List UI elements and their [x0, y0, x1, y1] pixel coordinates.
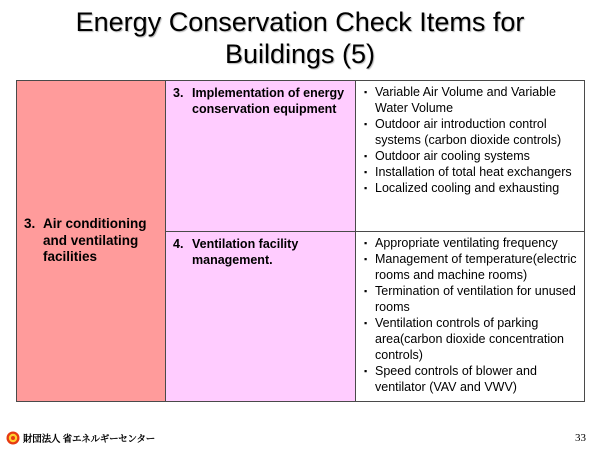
bullet-icon: ▪ — [364, 151, 368, 161]
list-item-text: Ventilation controls of parking area(carbon dioxide concentration controls) — [375, 316, 565, 362]
bullet-icon: ▪ — [364, 167, 368, 177]
list-item — [364, 251, 578, 283]
list-item-text: Speed controls of blower and ventilator (VAV and VWV) — [375, 364, 537, 394]
list-item — [364, 363, 578, 395]
list-item — [364, 283, 578, 315]
check-items-table — [16, 80, 585, 402]
subcategory-heading — [173, 236, 349, 268]
list-item — [364, 164, 578, 180]
bullet-icon: ▪ — [364, 286, 368, 296]
slide-title — [0, 6, 600, 70]
list-item-text: Outdoor air introduction control systems (carbon dioxide controls) — [375, 117, 562, 147]
table-row — [17, 81, 585, 232]
list-item — [364, 315, 578, 363]
page-number: 33 — [575, 432, 586, 444]
list-item-text: Variable Air Volume and Variable Water Volume — [375, 85, 556, 115]
subcategory-heading — [173, 85, 349, 117]
items-cell — [356, 81, 585, 232]
list-item-text: Outdoor air cooling systems — [375, 149, 530, 163]
bullet-icon: ▪ — [364, 183, 368, 193]
bullet-icon: ▪ — [364, 366, 368, 376]
bullet-icon: ▪ — [364, 254, 368, 264]
subcategory-cell — [166, 81, 356, 232]
category-heading — [24, 216, 161, 266]
org-name: 財団法人 省エネルギーセンター — [23, 434, 156, 445]
title-line-2: Buildings (5) — [224, 39, 376, 69]
list-item-text: Management of temperature(electric rooms and machine rooms) — [375, 252, 577, 282]
bullet-icon: ▪ — [364, 119, 368, 129]
items-cell — [356, 232, 585, 402]
subcategory-number: 4. — [173, 237, 184, 251]
bullet-icon: ▪ — [364, 238, 368, 248]
footer-logo — [6, 431, 155, 445]
list-item — [364, 116, 578, 148]
list-item — [364, 235, 578, 251]
list-item — [364, 148, 578, 164]
list-item-text: Appropriate ventilating frequency — [375, 236, 558, 250]
list-item — [364, 84, 578, 116]
list-item-text: Localized cooling and exhausting — [375, 181, 560, 195]
subcategory-number: 3. — [173, 86, 184, 100]
category-number: 3. — [24, 216, 36, 232]
title-line-1: Energy Conservation Check Items for — [75, 7, 525, 37]
subcategory-label: Ventilation facility management. — [192, 237, 299, 267]
list-item-text: Installation of total heat exchangers — [375, 165, 572, 179]
subcategory-label: Implementation of energy conservation equipment — [192, 86, 345, 116]
bullet-icon: ▪ — [364, 87, 368, 97]
category-label: Air conditioning and ventilating facilities — [43, 216, 147, 265]
eccj-logo-icon — [6, 431, 20, 445]
list-item — [364, 180, 578, 196]
category-cell — [17, 81, 166, 402]
bullet-icon: ▪ — [364, 318, 368, 328]
list-item-text: Termination of ventilation for unused rooms — [375, 284, 576, 314]
subcategory-cell — [166, 232, 356, 402]
